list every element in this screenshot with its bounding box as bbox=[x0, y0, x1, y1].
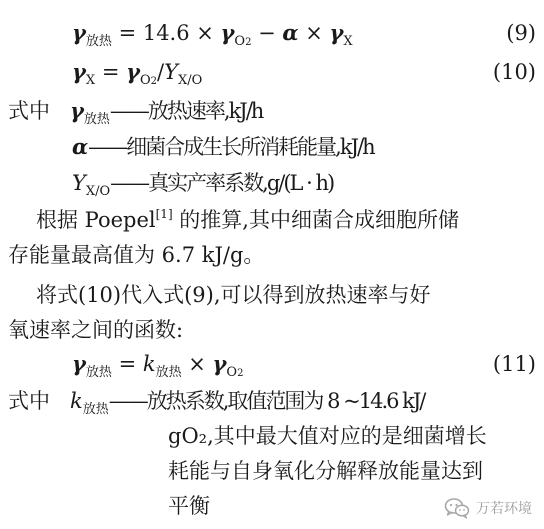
equation-11 bbox=[72, 349, 243, 384]
gamma-symbol: γ bbox=[212, 351, 227, 376]
y-symbol: Y bbox=[164, 60, 178, 84]
subscript-heat: 放热 bbox=[83, 112, 110, 127]
subscript-heat: 放热 bbox=[82, 402, 109, 417]
paragraph-2-line-2: 氧速率之间的函数: bbox=[8, 318, 184, 342]
eq9-times: × bbox=[298, 21, 330, 45]
gamma-symbol: γ bbox=[329, 20, 344, 45]
equation-number-10: (10) bbox=[492, 60, 536, 84]
watermark bbox=[444, 497, 532, 519]
subscript-xo: X/O bbox=[177, 73, 203, 88]
eq10-slash: / bbox=[157, 60, 165, 84]
gamma-symbol: γ bbox=[72, 20, 86, 45]
subscript-2: 2 bbox=[237, 368, 244, 379]
where-label: 式中 bbox=[8, 99, 50, 123]
definition-alpha bbox=[72, 132, 374, 162]
eq9-term: = 14.6 × bbox=[111, 21, 221, 45]
paragraph-2-line-1: 将式(10)代入式(9),可以得到放热速率与好 bbox=[36, 283, 431, 307]
definition-continuation-1: gO₂,其中最大值对应的是细菌增长 bbox=[168, 424, 487, 448]
gamma-symbol: γ bbox=[72, 59, 86, 84]
subscript-heat: 放热 bbox=[85, 34, 112, 49]
definition-yield bbox=[72, 168, 333, 202]
definition-text: ——放热系数,取值范围为 8 ~14.6 kJ/ bbox=[108, 389, 425, 413]
eq11-times: × bbox=[181, 352, 213, 376]
subscript-x: X bbox=[343, 34, 353, 49]
paragraph-1-line-2: 存能量最高值为 6.7 kJ/g。 bbox=[8, 243, 265, 267]
equation-10 bbox=[72, 57, 202, 92]
eq10-equals: = bbox=[95, 60, 127, 84]
gamma-symbol: γ bbox=[70, 98, 84, 123]
definition-text: ——真实产率系数,g/(L · h) bbox=[110, 171, 334, 195]
definition-continuation-3: 平衡 bbox=[168, 494, 210, 518]
subscript-o: O bbox=[226, 365, 238, 380]
where-label: 式中 bbox=[8, 389, 50, 413]
alpha-symbol: α bbox=[282, 20, 299, 45]
definition-text: ——细菌合成生长所消耗能量,kJ/h bbox=[88, 135, 374, 159]
eq9-minus: − bbox=[251, 21, 283, 45]
definition-continuation-2: 耗能与自身氧化分解释放能量达到 bbox=[168, 459, 483, 483]
citation-ref: [1] bbox=[155, 207, 173, 221]
paragraph-text: 根据 Poepel bbox=[36, 208, 156, 232]
gamma-symbol: γ bbox=[220, 20, 235, 45]
subscript-x: X bbox=[85, 73, 96, 88]
wechat-icon bbox=[444, 497, 470, 519]
gamma-symbol: γ bbox=[126, 59, 140, 84]
definition-text: ——放热速率,kJ/h bbox=[109, 99, 263, 123]
gamma-symbol: γ bbox=[72, 351, 86, 376]
subscript-2: 2 bbox=[150, 76, 158, 87]
y-symbol: Y bbox=[72, 171, 86, 195]
subscript-heat: 放热 bbox=[155, 365, 182, 380]
equation-9 bbox=[72, 18, 353, 53]
paragraph-1-line-1 bbox=[36, 205, 459, 238]
subscript-heat: 放热 bbox=[85, 365, 112, 380]
subscript-2: 2 bbox=[245, 37, 252, 48]
equation-number-9: (9) bbox=[506, 21, 536, 45]
watermark-text: 万若环境 bbox=[476, 501, 532, 517]
equation-number-11: (11) bbox=[492, 352, 536, 376]
subscript-xo: X/O bbox=[85, 184, 111, 199]
eq11-equals: = bbox=[111, 352, 143, 376]
definition-heat-rate bbox=[8, 96, 262, 130]
alpha-symbol: α bbox=[72, 134, 89, 159]
paragraph-text: 的推算,其中细菌合成细胞所储 bbox=[172, 208, 459, 232]
definition-heat-coefficient bbox=[8, 386, 424, 420]
k-symbol: k bbox=[142, 352, 156, 376]
k-symbol: k bbox=[70, 389, 83, 413]
subscript-o: O bbox=[234, 34, 246, 49]
subscript-o: O bbox=[139, 73, 151, 88]
